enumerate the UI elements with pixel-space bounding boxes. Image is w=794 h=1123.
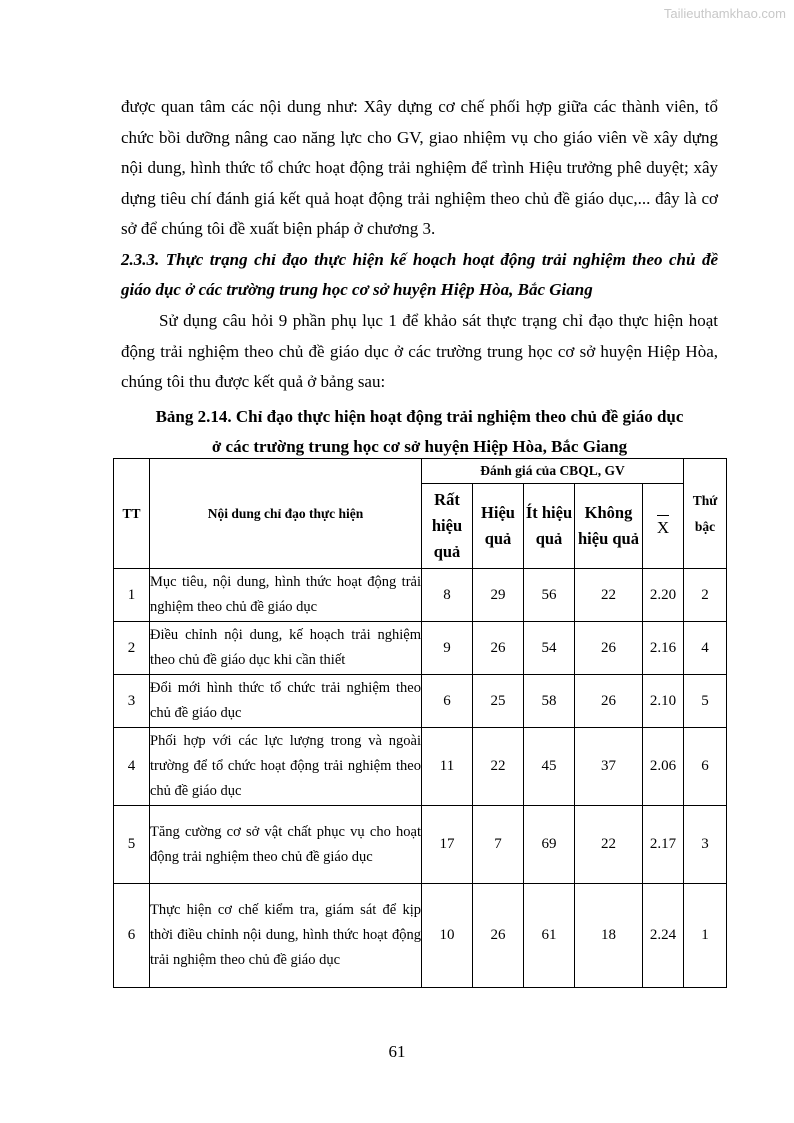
cell-rank: 3 [684,806,727,884]
page-body [121,92,718,462]
header-evaluation-group: Đánh giá của CBQL, GV [422,459,684,484]
table-row [114,806,727,884]
table-caption-line2: ở các trường trung học cơ sở huyện Hiệp Hòa, Bắc Giang [211,436,628,456]
cell-content: Mục tiêu, nội dung, hình thức hoạt động trải nghiệm theo chủ đề giáo dục [150,569,422,622]
cell-mean: 2.06 [643,728,684,806]
cell-not-effective: 22 [575,569,643,622]
table-row [114,569,727,622]
cell-effective: 7 [473,806,524,884]
cell-not-effective: 26 [575,622,643,675]
cell-not-effective: 18 [575,884,643,988]
header-tt: TT [114,459,150,569]
cell-tt: 3 [114,675,150,728]
intro-paragraph: được quan tâm các nội dung như: Xây dựng cơ chế phối hợp giữa các thành viên, tổ chức bồi dưỡng nâng cao năng lực cho GV, giao nhiệm vụ cho giáo viên về xây dựng nội dung, hình thức tổ chức hoạt động trải nghiệm để trình Hiệu trưởng phê duyệt; xây dựng tiêu chí đánh giá kết quả hoạt động trải nghiệm theo chủ đề giáo dục,... đây là cơ sở để chúng tôi đề xuất biện pháp ở chương 3. [121,97,718,239]
header-less-effective: Ít hiệu quả [524,484,575,569]
cell-rank: 5 [684,675,727,728]
cell-not-effective: 22 [575,806,643,884]
cell-very-effective: 8 [422,569,473,622]
header-not-effective: Không hiệu quả [575,484,643,569]
evaluation-table [113,458,727,988]
cell-very-effective: 9 [422,622,473,675]
cell-content: Điều chỉnh nội dung, kế hoạch trải nghiệm theo chủ đề giáo dục khi cần thiết [150,622,422,675]
cell-rank: 4 [684,622,727,675]
survey-paragraph: Sử dụng câu hỏi 9 phần phụ lục 1 để khảo sát thực trạng chỉ đạo thực hiện hoạt động trải nghiệm theo chủ đề giáo dục ở các trường trung học cơ sở huyện Hiệp Hòa, chúng tôi thu được kết quả ở bảng sau: [121,310,718,392]
table-row [114,675,727,728]
cell-effective: 25 [473,675,524,728]
table-row [114,884,727,988]
cell-content: Đổi mới hình thức tổ chức trải nghiệm theo chủ đề giáo dục [150,675,422,728]
table-caption-line1: Bảng 2.14. Chỉ đạo thực hiện hoạt động trải nghiệm theo chủ đề giáo dục [155,406,684,426]
cell-tt: 5 [114,806,150,884]
cell-mean: 2.20 [643,569,684,622]
cell-effective: 29 [473,569,524,622]
cell-content: Phối hợp với các lực lượng trong và ngoài trường để tổ chức hoạt động trải nghiệm theo chủ đề giáo dục [150,728,422,806]
cell-less-effective: 56 [524,569,575,622]
cell-mean: 2.16 [643,622,684,675]
cell-tt: 4 [114,728,150,806]
cell-very-effective: 10 [422,884,473,988]
cell-rank: 2 [684,569,727,622]
header-rank: Thứ bậc [684,459,727,569]
table-caption [121,402,718,462]
cell-less-effective: 58 [524,675,575,728]
cell-very-effective: 6 [422,675,473,728]
cell-tt: 6 [114,884,150,988]
cell-less-effective: 45 [524,728,575,806]
section-heading: 2.3.3. Thực trạng chỉ đạo thực hiện kế hoạch hoạt động trải nghiệm theo chủ đề giáo dục ở các trường trung học cơ sở huyện Hiệp Hòa, Bắc Giang [121,249,718,300]
cell-less-effective: 69 [524,806,575,884]
cell-content: Thực hiện cơ chế kiểm tra, giám sát để kịp thời điều chỉnh nội dung, hình thức hoạt động trải nghiệm theo chủ đề giáo dục [150,884,422,988]
header-very-effective: Rất hiệu quả [422,484,473,569]
page-number: 61 [388,1042,406,1061]
cell-rank: 1 [684,884,727,988]
mean-symbol: X [657,514,669,538]
header-mean [643,484,684,569]
cell-effective: 22 [473,728,524,806]
cell-mean: 2.24 [643,884,684,988]
cell-content: Tăng cường cơ sở vật chất phục vụ cho hoạt động trải nghiệm theo chủ đề giáo dục [150,806,422,884]
cell-tt: 2 [114,622,150,675]
cell-tt: 1 [114,569,150,622]
cell-very-effective: 11 [422,728,473,806]
cell-not-effective: 37 [575,728,643,806]
cell-less-effective: 61 [524,884,575,988]
cell-less-effective: 54 [524,622,575,675]
cell-not-effective: 26 [575,675,643,728]
watermark: Tailieuthamkhao.com [663,6,786,21]
cell-very-effective: 17 [422,806,473,884]
header-effective: Hiệu quả [473,484,524,569]
cell-mean: 2.17 [643,806,684,884]
table-row [114,622,727,675]
cell-effective: 26 [473,884,524,988]
table-row [114,728,727,806]
cell-rank: 6 [684,728,727,806]
header-content: Nội dung chỉ đạo thực hiện [150,459,422,569]
cell-effective: 26 [473,622,524,675]
cell-mean: 2.10 [643,675,684,728]
